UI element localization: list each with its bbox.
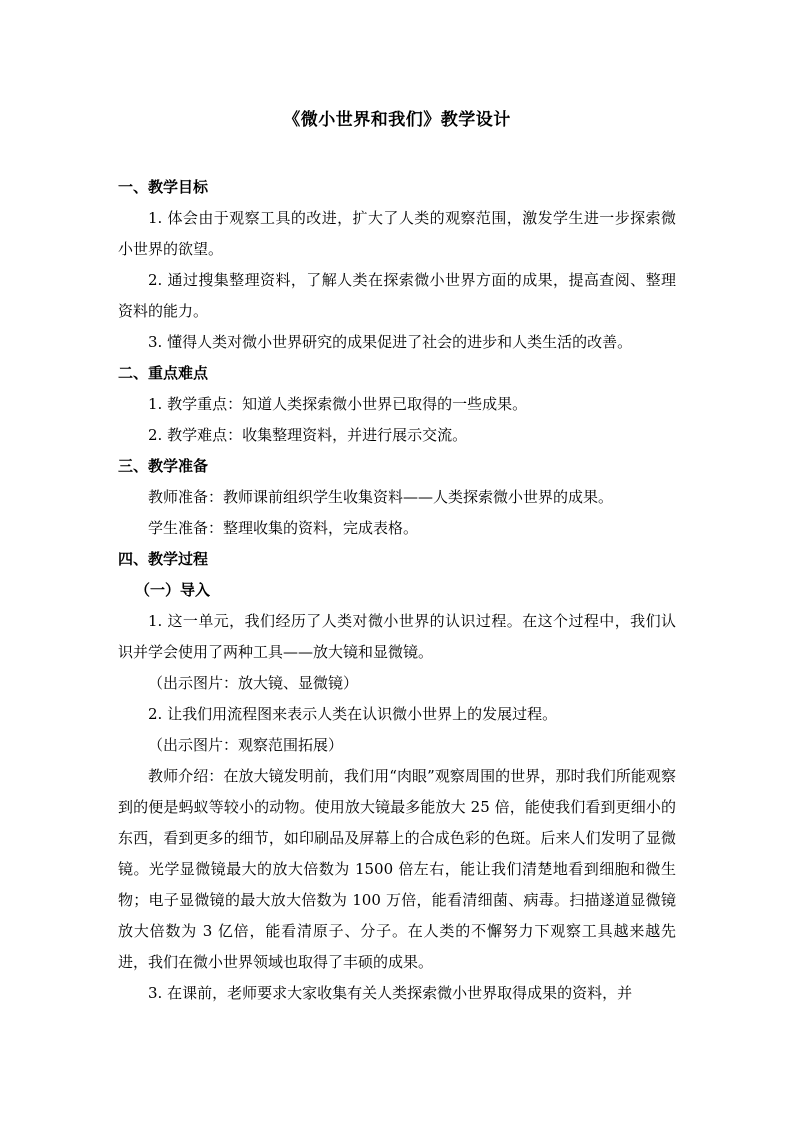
teacher-preparation: 教师准备：教师课前组织学生收集资料——人类探索微小世界的成果。 — [148, 488, 614, 506]
section-heading-teaching-goals: 一、教学目标 — [118, 178, 209, 196]
section-heading-process: 四、教学过程 — [118, 550, 209, 568]
key-point-item-1: 1. 教学重点：知道人类探索微小世界已取得的一些成果。 — [148, 395, 528, 413]
process-paragraph-3: 3. 在课前，老师要求大家收集有关人类探索微小世界取得成果的资料，并 — [148, 984, 633, 1002]
goal-item-3: 3. 懂得人类对微小世界研究的成果促进了社会的进步和人类生活的改善。 — [148, 333, 633, 351]
student-preparation: 学生准备：整理收集的资料，完成表格。 — [148, 519, 419, 537]
goal-item-1: 1. 体会由于观察工具的改进，扩大了人类的观察范围，激发学生进一步探索微小世界的欲望。 — [118, 209, 676, 258]
key-point-item-2: 2. 教学难点：收集整理资料，并进行展示交流。 — [148, 426, 468, 444]
document-title: 《微小世界和我们》教学设计 — [283, 110, 511, 130]
section-heading-preparation: 三、教学准备 — [118, 457, 209, 475]
process-paragraph-2: 2. 让我们用流程图来表示人类在认识微小世界上的发展过程。 — [148, 705, 558, 723]
process-note-1: （出示图片：放大镜、显微镜） — [148, 674, 359, 692]
teacher-introduction: 教师介绍：在放大镜发明前，我们用“肉眼”观察周围的世界，那时我们所能观察到的便是蚂蚁等较小的动物。使用放大镜最多能放大 25 倍，能使我们看到更细小的东西，看到更多的细节，如印刷品及屏幕上的合成色彩的色斑。后来人们发明了显微镜。光学显微镜最大的放大倍数为 1500 倍左右，能让我们清楚地看到细胞和微生物；电子显微镜的最大放大倍数为 100 万倍，能看清细菌、病毒。扫描遂道显微镜放大倍数为 3 亿倍，能看清原子、分子。在人类的不懈努力下观察工具越来越先进，我们在微小世界领域也取得了丰硕的成果。 — [118, 767, 676, 971]
process-note-2: （出示图片：观察范围拓展） — [148, 736, 344, 754]
goal-item-2: 2. 通过搜集整理资料，了解人类在探索微小世界方面的成果，提高查阅、整理资料的能力。 — [118, 271, 676, 320]
document-body — [118, 172, 676, 1009]
process-paragraph-1: 1. 这一单元，我们经历了人类对微小世界的认识过程。在这个过程中，我们认识并学会使用了两种工具——放大镜和显微镜。 — [118, 612, 676, 661]
subsection-heading-intro: （一）导入 — [135, 581, 211, 599]
section-heading-key-points: 二、重点难点 — [118, 364, 209, 382]
